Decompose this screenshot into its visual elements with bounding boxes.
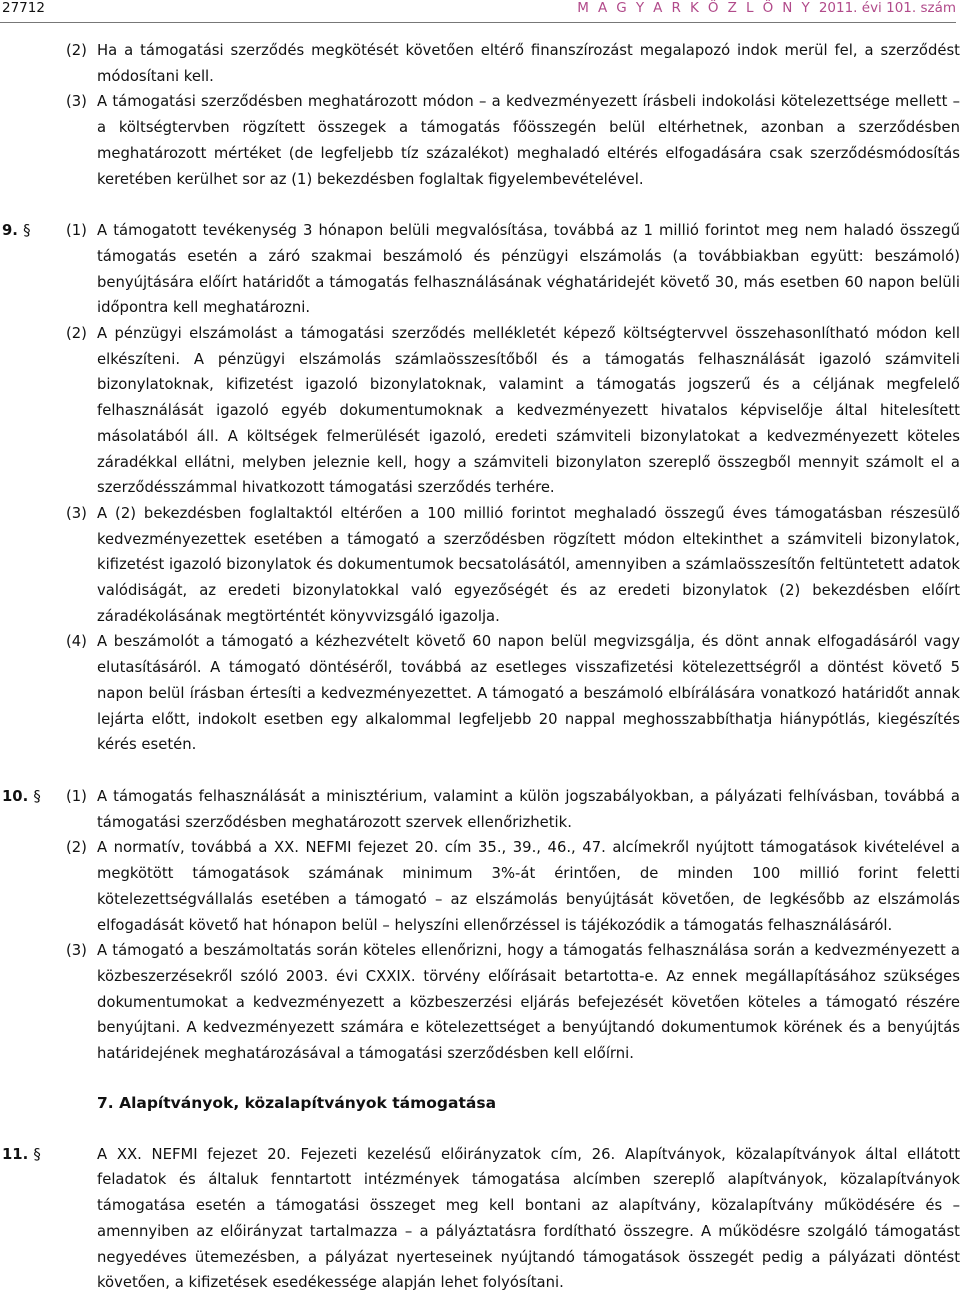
- paragraph-number: (3): [66, 942, 87, 960]
- paragraph-number: (3): [66, 504, 87, 522]
- paragraph-number: (1): [66, 787, 87, 805]
- section-9: [0, 218, 960, 758]
- paragraph-number: (2): [66, 325, 87, 343]
- paragraph: [0, 629, 960, 758]
- paragraph-text: A XX. NEFMI fejezet 20. Fejezeti kezelésű előirányzatok cím, 26. Alapítványok, közalapítványok által ellátott feladatok és általuk fenntartott intézmények támogatása alcímben szereplő alapítványok, közalapítványok támogatása esetén a támogatási összeget meg kell bontani az alapítvány, közalapítvány működésére és – amennyiben az előirányzat tartalmazza – a pályáztatásra fordítható összegre. A működésre szolgáló támogatást negyedéves ütemezésben, a pályázat nyerteseinek nyújtandó támogatások összegét pedig a pályázati döntést követően, a kifizetések esedékessége alapján lehet folyósítani.: [97, 1145, 960, 1292]
- paragraph: [0, 835, 960, 938]
- paragraph: [0, 89, 960, 192]
- paragraph: [0, 784, 960, 835]
- paragraph-text: A (2) bekezdésben foglaltaktól eltérően a 100 millió forintot meghaladó összegű éves támogatásban részesülő kedvezményezettek esetében a támogató a szerződésben rögzített módon eltekinthet a számviteli bizonylatok, kifizetést igazoló bizonylatok és dokumentumok becsatolásától, amennyiben a számlaösszesítőn feltüntetett adatok valódiságát, az eredeti bizonylatokkal való egyezőségét és az eredeti bizonylatok (2) bekezdésben előírt záradékolásának megtörténtét könyvvizsgáló igazolja.: [97, 504, 960, 625]
- paragraph-text: A támogatás felhasználását a minisztérium, valamint a külön jogszabályokban, a pályázati felhívásban, továbbá a támogatási szerződésben meghatározott szervek ellenőrizhetik.: [97, 787, 960, 831]
- section-symbol: §: [33, 1145, 41, 1163]
- paragraph: [0, 218, 960, 321]
- paragraph-text: A normatív, továbbá a XX. NEFMI fejezet 20. cím 35., 39., 46., 47. alcímekről nyújtott támogatások kivételével a megkötött támogatások számának minimum 3%-át érintően, de minden 100 millió forint feletti kötelezettségvállalás esetében a támogató – az elszámolás benyújtását követően, de legkésőbb az elszámolás elfogadását követő hat hónapon belül – helyszíni ellenőrzéssel is tájékozódik a támogatás felhasználásáról.: [97, 839, 960, 934]
- issue-label: 2011. évi 101. szám: [818, 0, 956, 16]
- paragraph-number: (4): [66, 633, 87, 651]
- paragraph: [0, 501, 960, 630]
- paragraph-text: A beszámolót a támogató a kézhezvételt követő 60 napon belül megvizsgálja, és dönt annak elfogadásáról vagy elutasításáról. A támogató döntéséről, továbbá az esetleges visszafizetési kötelezettségről a döntést követő 5 napon belül írásban értesíti a kedvezményezettet. A támogató a beszámoló elbírálására vonatkozó határidőt annak lejárta előtt, indokolt esetben egy alkalommal legfeljebb 20 nappal meghosszabbíthatja hiánypótlás, kiegészítés kérés esetén.: [97, 633, 960, 754]
- section-symbol: §: [33, 787, 41, 805]
- section-symbol: §: [23, 222, 31, 240]
- section-11: [0, 1142, 960, 1296]
- paragraph-text: Ha a támogatási szerződés megkötését követően eltérő finanszírozást megalapozó indok merül fel, a szerződést módosítani kell.: [97, 42, 960, 85]
- journal-title: [577, 0, 956, 16]
- paragraph-text: A támogatott tevékenység 3 hónapon belüli megvalósítása, továbbá az 1 millió forintot meg nem haladó összegű támogatás esetén a záró szakmai beszámoló és pénzügyi elszámolás (a továbbiakban együtt: beszámoló) benyújtására előírt határidőt a támogatás felhasználásának véghatáridejét követő 30, más esetben 60 napon belüli időpontra kell meghatározni.: [97, 222, 960, 317]
- paragraph: [0, 38, 960, 89]
- document-body: [0, 38, 960, 1296]
- paragraph: [0, 321, 960, 501]
- paragraph-number: (2): [66, 839, 87, 857]
- page-number: 27712: [2, 0, 45, 16]
- section-10: [0, 784, 960, 1067]
- section-number: 11.: [2, 1145, 29, 1163]
- section-number: 10.: [2, 787, 29, 805]
- paragraph-number: (3): [66, 93, 87, 111]
- paragraph-number: (1): [66, 222, 87, 240]
- paragraph-text: A pénzügyi elszámolást a támogatási szerződés mellékletét képező költségtervvel összehasonlítható módon kell elkészíteni. A pénzügyi elszámolás számlaösszesítőből és a támogatás felhasználását igazoló számviteli bizonylatoknak, kifizetést igazoló bizonylatoknak, valamint a támogatás jogszerű és a céljának megfelelő felhasználását igazoló egyéb dokumentumoknak a kedvezményezett hivatalos képviselője által hitelesített másolatából áll. A költségek felmerülését igazoló, eredeti számviteli bizonylatokat a kedvezményezett köteles záradékkal ellátni, melyben jeleznie kell, hogy a számviteli bizonylaton szereplő összegből mennyit számolt el a szerződésszámmal hivatkozott támogatási szerződés terhére.: [97, 325, 960, 497]
- paragraph-text: A támogató a beszámoltatás során köteles ellenőrizni, hogy a támogatás felhasználása során a kedvezményezett a közbeszerzésekről szóló 2003. évi CXXIX. törvény előírásait betartotta-e. Az ennek megállapításához szükséges dokumentumokat a kedvezményezett a közbeszerzési eljárás befejezését követően köteles a támogató részére benyújtani. A kedvezményezett számára e kötelezettséget a benyújtandó dokumentumok körének és a benyújtás határidejének meghatározásával a támogatási szerződésben kell előírni.: [97, 942, 960, 1063]
- section-label: [2, 1142, 41, 1168]
- journal-name: M A G Y A R K Ö Z L Ö N Y: [577, 0, 813, 16]
- paragraph: [0, 938, 960, 1067]
- chapter-heading: 7. Alapítványok, közalapítványok támogatása: [97, 1093, 497, 1112]
- paragraph-text: A támogatási szerződésben meghatározott módon – a kedvezményezett írásbeli indokolási kötelezettsége mellett – a költségtervben rögzített összegek a támogatás főösszegén belül eltérhetnek, azonban a szerződésben meghatározott mértéket (de legfeljebb tíz százalékot) meghaladó eltérés elfogadására csak szerződésmódosítás keretében kerülhet sor az (1) bekezdésben foglaltak figyelembevételével.: [97, 93, 960, 188]
- page-header: [0, 0, 956, 23]
- section-number: 9.: [2, 222, 18, 240]
- paragraph-number: (2): [66, 42, 87, 59]
